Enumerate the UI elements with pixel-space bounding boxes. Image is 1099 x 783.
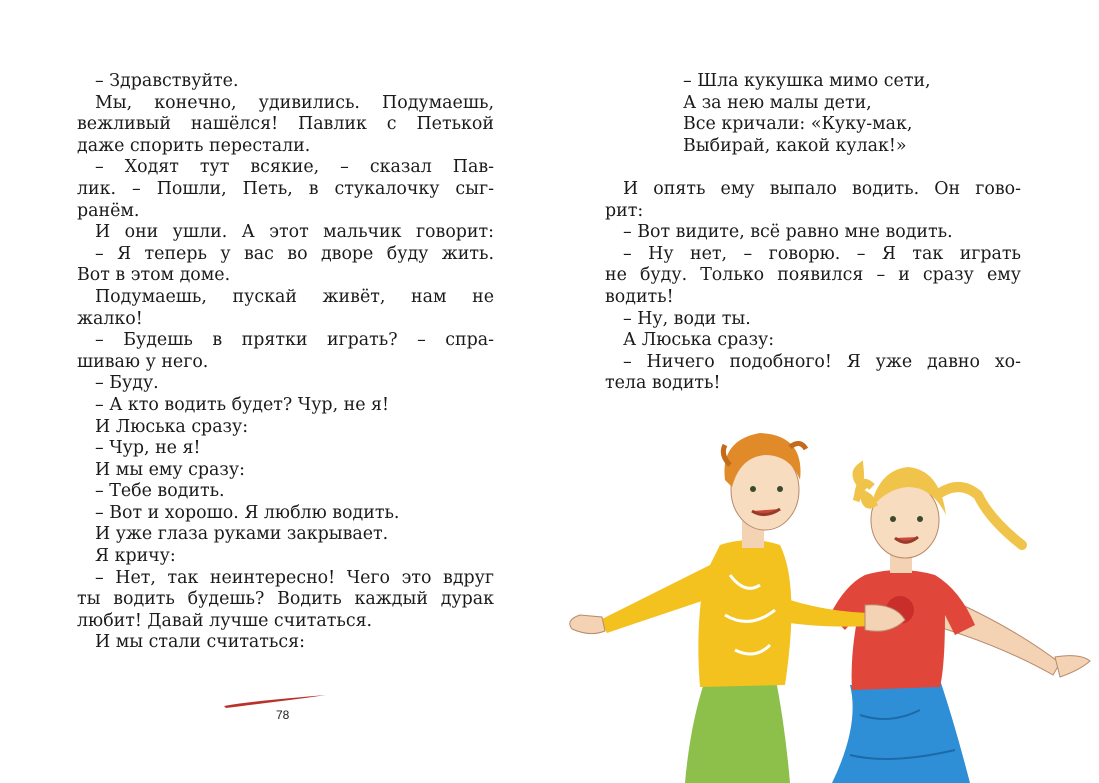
poem-line: А за нею малы дети, — [683, 92, 872, 113]
right-page-text — [605, 71, 1021, 395]
left-line: лик. – Пошли, Петь, в стукалочку сыг- — [77, 178, 494, 199]
left-line: жалко! — [77, 308, 143, 329]
left-line: – Буду. — [95, 373, 159, 394]
page-number: 78 — [276, 708, 290, 722]
poem-line: Все кричали: «Куку-мак, — [683, 114, 913, 135]
left-line: И Люська сразу: — [95, 416, 249, 437]
left-line: – Я теперь у вас во дворе буду жить. — [95, 243, 494, 264]
left-line: – Здравствуйте. — [95, 71, 239, 91]
left-line: шиваю у него. — [77, 351, 209, 372]
right-line: И опять ему выпало водить. Он гово- — [623, 178, 1021, 199]
left-line: – Чур, не я! — [95, 438, 201, 459]
left-line: И они ушли. А этот мальчик говорит: — [95, 222, 494, 243]
left-line: ранём. — [77, 200, 140, 221]
right-line: рит: — [605, 200, 644, 221]
right-line: водить! — [605, 286, 674, 307]
left-line: – Нет, так неинтересно! Чего это вдруг — [95, 567, 494, 588]
right-line: – Ну, води ты. — [623, 308, 751, 329]
left-page-text — [77, 71, 494, 654]
left-line: Подумаешь, пускай живёт, нам не — [95, 286, 494, 307]
left-line: И мы стали считаться: — [95, 632, 305, 653]
stanza-gap — [605, 157, 1021, 179]
right-line: не буду. Только появился – и сразу ему — [605, 265, 1021, 286]
right-line: А Люська сразу: — [623, 330, 775, 351]
right-line: тела водить! — [605, 373, 721, 394]
right-line: – Ничего подобного! Я уже давно хо- — [623, 351, 1021, 372]
left-line: – Тебе водить. — [95, 481, 225, 502]
left-line: вежливый нашёлся! Павлик с Петькой — [77, 114, 494, 135]
counting-rhyme — [605, 71, 1021, 157]
left-line: Мы, конечно, удивились. Подумаешь, — [95, 92, 494, 113]
left-line: И мы ему сразу: — [95, 459, 245, 480]
left-line: И уже глаза руками закрывает. — [95, 524, 389, 545]
poem-line: Выбирай, какой кулак!» — [683, 135, 907, 156]
left-line: даже спорить перестали. — [77, 135, 311, 156]
left-line: – Ходят тут всякие, – сказал Пав- — [95, 157, 494, 178]
right-line: – Вот видите, всё равно мне водить. — [623, 222, 953, 243]
right-page-paragraphs — [605, 179, 1021, 395]
left-line: Вот в этом доме. — [77, 265, 231, 286]
right-line: – Ну нет, – говорю. – Я так играть — [623, 243, 1021, 264]
left-line: – Будешь в прятки играть? – спра- — [95, 330, 494, 351]
poem-line: – Шла кукушка мимо сети, — [683, 71, 931, 91]
left-line: любит! Давай лучше считаться. — [77, 610, 373, 631]
left-line: ты водить будешь? Водить каждый дурак — [77, 589, 494, 610]
left-line: – Вот и хорошо. Я люблю водить. — [95, 502, 400, 523]
left-line: Я кричу: — [95, 546, 176, 567]
children-illustration-icon — [560, 425, 1099, 783]
decorative-stroke-icon — [222, 693, 332, 709]
left-line: – А кто водить будет? Чур, не я! — [95, 394, 389, 415]
